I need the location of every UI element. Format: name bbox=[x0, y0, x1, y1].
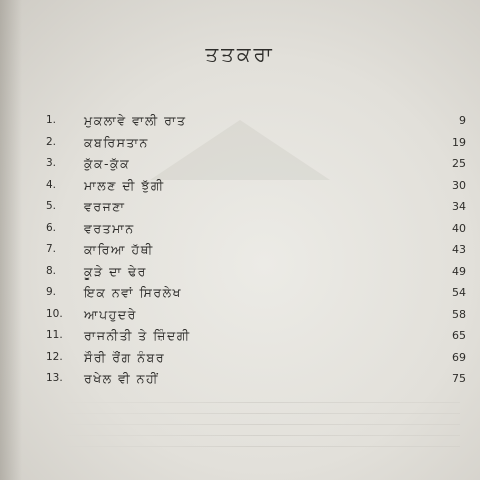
toc-entry-title: ਸੌਰੀ ਰੌਂਗ ਨੰਬਰ bbox=[84, 349, 166, 365]
toc-entry-page: 34 bbox=[452, 200, 466, 213]
toc-entry-page: 49 bbox=[452, 264, 466, 278]
toc-entry-number: 5. bbox=[46, 200, 57, 212]
toc-entry-title: ਕਬਰਿਸਤਾਨ bbox=[84, 134, 149, 150]
toc-entry-title: ਮਾਲਣ ਦੀ ਝੁੱਗੀ bbox=[84, 177, 165, 193]
toc-entry-title: ਕਾਰਿਆ ਹੱਥੀ bbox=[84, 242, 154, 257]
toc-entry-title: ਮੁਕਲਾਵੇ ਵਾਲੀ ਰਾਤ bbox=[84, 113, 187, 128]
toc-entry-page: 25 bbox=[452, 157, 466, 170]
toc-entry-page: 30 bbox=[452, 178, 466, 192]
toc-entry bbox=[46, 110, 466, 132]
toc-entry-title: ਵਰਤਮਾਨ bbox=[84, 220, 135, 236]
toc-entry bbox=[46, 218, 466, 240]
toc-entry bbox=[46, 368, 466, 390]
toc-entry-number: 4. bbox=[46, 178, 57, 191]
toc-entry-title: ਕੁੱਕ-ਕੁੱਕ bbox=[84, 156, 131, 171]
toc-entry bbox=[46, 325, 466, 347]
toc-entry bbox=[46, 196, 466, 218]
toc-entry-number: 3. bbox=[46, 157, 57, 169]
toc-entry bbox=[46, 153, 466, 175]
toc-entry-number: 10. bbox=[46, 307, 63, 320]
toc-entry-title: ਇਕ ਨਵਾਂ ਸਿਰਲੇਖ bbox=[84, 285, 182, 300]
toc-entry-page: 69 bbox=[452, 350, 466, 364]
toc-entry-page: 9 bbox=[459, 114, 466, 127]
toc-entry-number: 12. bbox=[46, 350, 63, 363]
toc-entry-title: ਕੂੜੇ ਦਾ ਢੇਰ bbox=[84, 263, 147, 279]
toc-entry-title: ਰਾਜਨੀਤੀ ਤੇ ਜ਼ਿੰਦਗੀ bbox=[84, 328, 191, 343]
page-title: ਤਤਕਰਾ bbox=[205, 42, 275, 66]
table-of-contents bbox=[46, 110, 466, 390]
toc-entry-page: 19 bbox=[452, 135, 466, 149]
toc-entry bbox=[46, 282, 466, 304]
toc-entry-title: ਵਰਜਣਾ bbox=[84, 199, 126, 214]
toc-entry bbox=[46, 261, 466, 283]
toc-entry bbox=[46, 239, 466, 261]
bleed-through-text bbox=[60, 392, 460, 457]
toc-entry-page: 40 bbox=[452, 221, 466, 235]
toc-entry-title: ਆਪਹੁਦਰੇ bbox=[84, 306, 137, 322]
toc-entry-page: 65 bbox=[452, 329, 466, 342]
toc-entry-page: 54 bbox=[452, 286, 466, 299]
toc-entry-page: 43 bbox=[452, 243, 466, 256]
toc-entry-number: 8. bbox=[46, 264, 57, 277]
toc-entry-page: 58 bbox=[452, 307, 466, 321]
toc-entry-title: ਰਖੇਲ ਵੀ ਨਹੀਂ bbox=[84, 371, 159, 386]
toc-entry-number: 6. bbox=[46, 221, 57, 234]
toc-entry-number: 11. bbox=[46, 329, 63, 341]
toc-entry-number: 1. bbox=[46, 114, 57, 126]
toc-entry-number: 13. bbox=[46, 372, 63, 384]
toc-entry-number: 2. bbox=[46, 135, 57, 148]
toc-entry bbox=[46, 132, 466, 154]
toc-entry-number: 7. bbox=[46, 243, 57, 255]
toc-entry-page: 75 bbox=[452, 372, 466, 385]
toc-entry bbox=[46, 304, 466, 326]
spine-shadow bbox=[0, 0, 22, 480]
toc-entry bbox=[46, 175, 466, 197]
toc-entry-number: 9. bbox=[46, 286, 57, 298]
toc-entry bbox=[46, 347, 466, 369]
